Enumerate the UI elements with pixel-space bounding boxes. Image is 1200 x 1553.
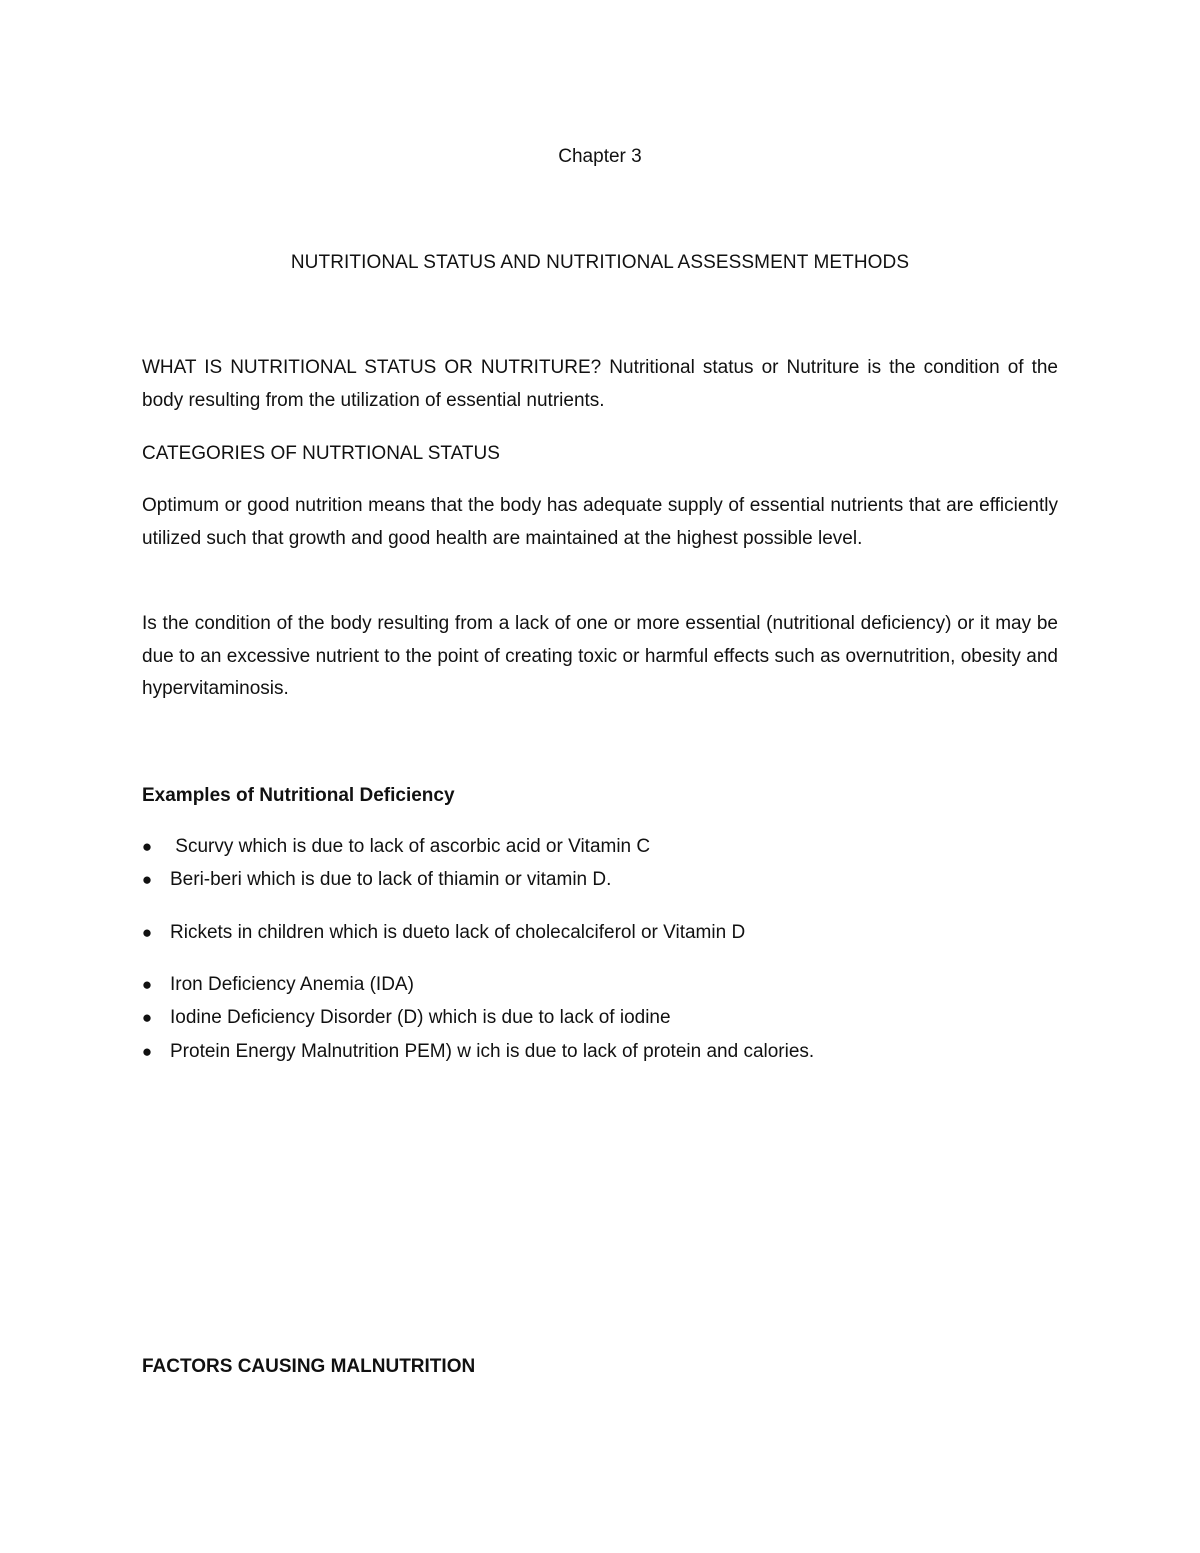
list-item — [141, 1039, 1050, 1065]
categories-heading: CATEGORIES OF NUTRTIONAL STATUS — [142, 443, 500, 464]
list-item-text: Iodine Deficiency Disorder (D) which is due to lack of iodine — [170, 1007, 671, 1028]
list-item — [141, 834, 1050, 860]
list-item — [141, 1005, 1050, 1031]
malnutrition-paragraph: Is the condition of the body resulting from a lack of one or more essential (nutritional deficiency) or it may be due to an excessive nutrient to the point of creating toxic or harmful effects such as overnutrition, obesity and hypervitaminosis. — [142, 613, 1058, 699]
definition-paragraph: WHAT IS NUTRITIONAL STATUS OR NUTRITURE? Nutritional status or Nutriture is the condition of the body resulting from the utilization of essential nutrients. — [142, 357, 1058, 411]
bullet-icon: ● — [141, 837, 153, 856]
list-item — [141, 972, 1050, 998]
list-item-text: Rickets in children which is dueto lack of cholecalciferol or Vitamin D — [170, 922, 746, 943]
list-item — [141, 920, 1050, 946]
factors-heading: FACTORS CAUSING MALNUTRITION — [142, 1356, 476, 1377]
page-title: NUTRITIONAL STATUS AND NUTRITIONAL ASSESSMENT METHODS — [290, 252, 910, 273]
bullet-icon: ● — [141, 1042, 153, 1061]
bullet-icon: ● — [141, 975, 153, 994]
chapter-label: Chapter 3 — [558, 146, 642, 167]
list-item-text: Iron Deficiency Anemia (IDA) — [170, 974, 414, 995]
bullet-icon: ● — [141, 1008, 153, 1027]
examples-heading: Examples of Nutritional Deficiency — [142, 785, 455, 806]
optimum-nutrition-paragraph: Optimum or good nutrition means that the body has adequate supply of essential nutrients that are efficiently utilized such that growth and good health are maintained at the highest possible level. — [142, 495, 1058, 549]
list-item-text: Scurvy which is due to lack of ascorbic acid or Vitamin C — [170, 836, 651, 857]
list-item-text: Beri-beri which is due to lack of thiamin or vitamin D. — [170, 869, 612, 890]
bullet-icon: ● — [141, 870, 153, 889]
list-item-text: Protein Energy Malnutrition PEM) w ich is due to lack of protein and calories. — [170, 1041, 815, 1062]
bullet-icon: ● — [141, 923, 153, 942]
list-item — [141, 867, 1050, 893]
